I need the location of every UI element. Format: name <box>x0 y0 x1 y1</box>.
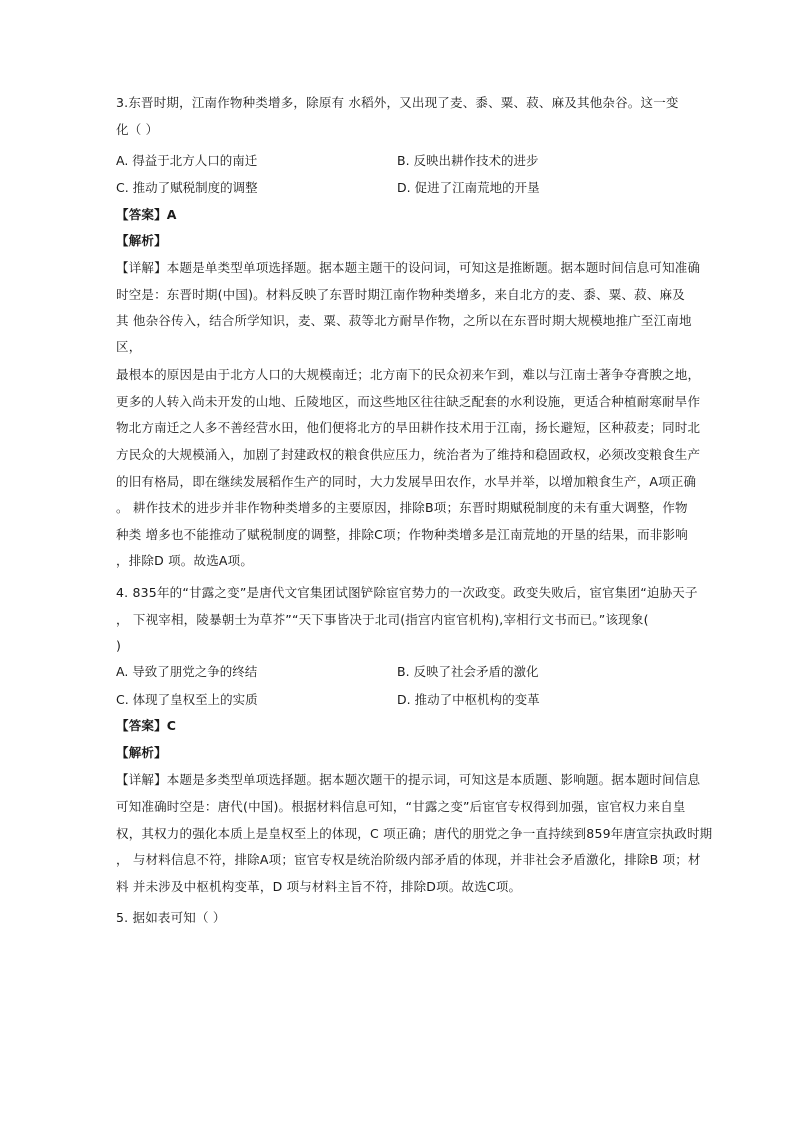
q3-stem-line-2: 化（ ） <box>116 122 159 137</box>
q3-detail-line-7: 物北方南迁之人多不善经营水田，他们便将北方的旱田耕作技术用于江南，扬长避短，区种菽麦；同时北 <box>116 420 701 435</box>
q4-detail-line-4: ， 与材料信息不符，排除A项；宦官专权是统治阶级内部矛盾的体现，并非社会矛盾激化，排除B 项；材 <box>116 852 701 867</box>
q4-analysis-label: 【解析】 <box>116 745 167 760</box>
q3-stem-line-1: 3.东晋时期，江南作物种类增多，除原有 水稻外，又出现了麦、黍、粟、菽、麻及其他杂谷。这一变 <box>116 95 679 110</box>
q3-detail-line-10: 。 耕作技术的进步并非作物种类增多的主要原因，排除B项；东晋时期赋税制度的未有重大调整，作物 <box>116 500 688 515</box>
q3-option-d: D. 促进了江南荒地的开垦 <box>397 180 540 195</box>
q3-detail-line-11: 种类 增多也不能推动了赋税制度的调整，排除C项；作物种类增多是江南荒地的开垦的结果，而非影响 <box>116 527 688 542</box>
q4-detail-line-2: 可知准确时空是：唐代(中国)。根据材料信息可知，“甘露之变”后宦官专权得到加强，宦官权力来自皇 <box>116 799 686 814</box>
q3-detail-line-4: 区， <box>116 339 142 354</box>
q3-answer: 【答案】A <box>116 207 177 222</box>
q3-detail-line-5: 最根本的原因是由于北方人口的大规模南迁；北方南下的民众初来乍到，难以与江南士著争夺膏腴之地， <box>116 367 701 382</box>
q4-answer: 【答案】C <box>116 718 177 733</box>
q4-stem-line-2: ， 下视宰相，陵暴朝士为草芥”“天下事皆决于北司(指宫内宦官机构),宰相行文书而已。”该现象( <box>116 612 649 627</box>
q4-option-a: A. 导致了朋党之争的终结 <box>116 664 258 679</box>
q3-detail-line-1: 【详解】本题是单类型单项选择题。据本题主题干的设问词，可知这是推断题。据本题时间信息可知准确 <box>116 260 701 275</box>
q3-detail-line-6: 更多的人转入尚未开发的山地、丘陵地区，而这些地区往往缺乏配套的水利设施，更适合种植耐寒耐旱作 <box>116 394 701 409</box>
q3-detail-line-12: ，排除D 项。故选A项。 <box>116 553 254 568</box>
q4-option-b: B. 反映了社会矛盾的激化 <box>397 664 539 679</box>
q4-option-c: C. 体现了皇权至上的实质 <box>116 692 258 707</box>
q3-option-b: B. 反映出耕作技术的进步 <box>397 153 539 168</box>
q4-detail-line-1: 【详解】本题是多类型单项选择题。据本题次题干的提示词，可知这是本质题、影响题。据本题时间信息 <box>116 772 701 787</box>
q3-detail-line-2: 时空是：东晋时期(中国)。材料反映了东晋时期江南作物种类增多，来自北方的麦、黍、粟、菽、麻及 <box>116 287 685 302</box>
q3-option-c: C. 推动了赋税制度的调整 <box>116 180 258 195</box>
q3-detail-line-8: 方民众的大规模涌入，加剧了封建政权的粮食供应压力，统治者为了维持和稳固政权，必须改变粮食生产 <box>116 447 701 462</box>
q4-detail-line-3: 权，其权力的强化本质上是皇权至上的体现，C 项正确；唐代的朋党之争一直持续到859年唐宣宗执政时期 <box>116 826 713 841</box>
q3-detail-line-3: 其 他杂谷传入，结合所学知识，麦、粟、菽等北方耐旱作物，之所以在东晋时期大规模地推广至江南地 <box>116 313 692 328</box>
q5-stem: 5. 据如表可知（ ） <box>116 910 226 925</box>
q3-analysis-label: 【解析】 <box>116 233 167 248</box>
q4-stem-line-1: 4. 835年的“甘露之变”是唐代文官集团试图铲除宦官势力的一次政变。政变失败后，宦官集团“迫胁天子 <box>116 585 698 600</box>
q3-detail-line-9: 的旧有格局，即在继续发展稻作生产的同时，大力发展旱田农作，水旱并举，以增加粮食生产，A项正确 <box>116 474 697 489</box>
q4-stem-line-3: ) <box>116 638 122 653</box>
q4-option-d: D. 推动了中枢机构的变革 <box>397 692 540 707</box>
q4-detail-line-5: 料 并未涉及中枢机构变革，D 项与材料主旨不符，排除D项。故选C项。 <box>116 879 522 894</box>
q3-option-a: A. 得益于北方人口的南迁 <box>116 153 258 168</box>
